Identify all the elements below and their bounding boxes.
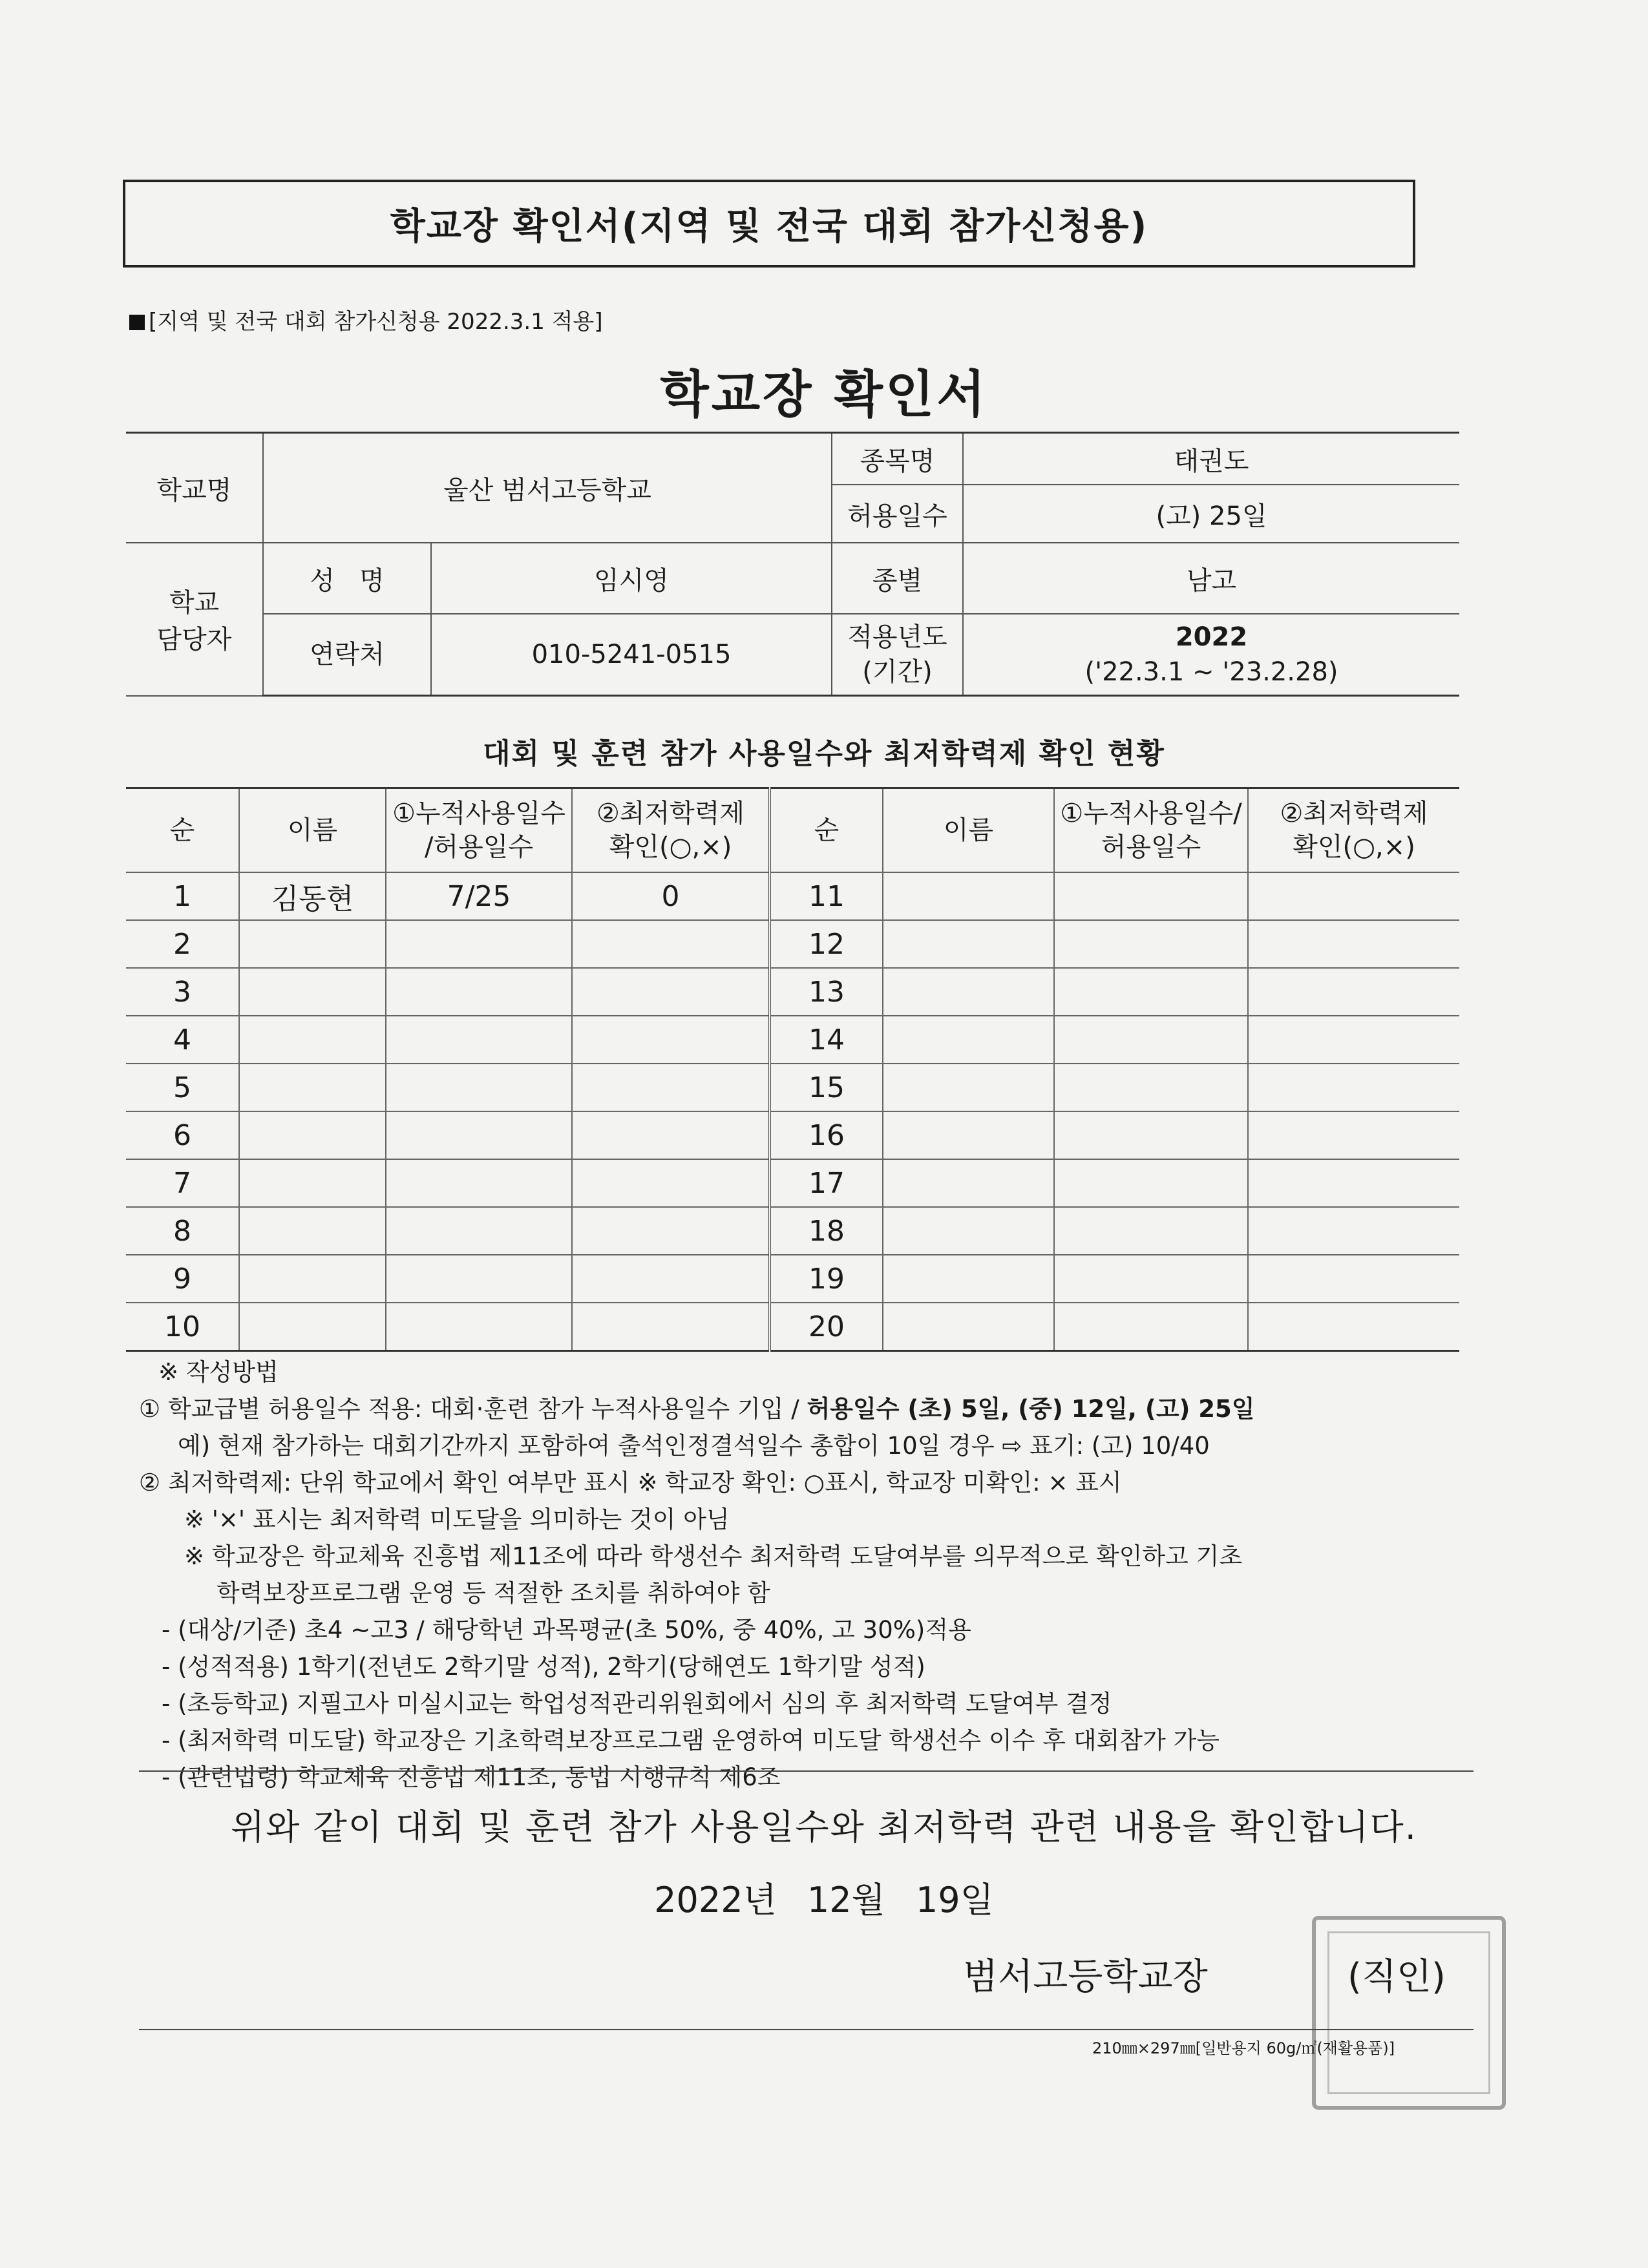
note-1-example: 예) 현재 참가하는 대회기간까지 포함하여 출석인정결석일수 총합이 10일 경우 ⇨ 표기: (고) 10/40 xyxy=(178,1432,1210,1460)
cell-no-left: 2 xyxy=(126,920,239,968)
cell-check-right xyxy=(1248,1159,1459,1207)
cell-check-right xyxy=(1248,1207,1459,1255)
cell-name-left xyxy=(239,1207,386,1255)
cell-no-left: 8 xyxy=(126,1207,239,1255)
cell-no-right: 14 xyxy=(770,1016,883,1064)
cell-no-right: 17 xyxy=(770,1159,883,1207)
col-header-days-line1: ①누적사용일수 xyxy=(392,799,565,828)
note-1 xyxy=(139,1391,1255,1427)
col-header-no: 순 xyxy=(126,788,239,873)
col-header-minimum-right-line2: 확인(○,×) xyxy=(1293,832,1415,862)
cell-name-left xyxy=(239,920,386,968)
detail-3: - (초등학교) 지필고사 미실시교는 학업성적관리위원회에서 심의 후 최저학력 도달여부 결정 xyxy=(162,1690,1112,1717)
cell-check-left xyxy=(572,968,770,1016)
confirmation-statement: 위와 같이 대회 및 훈련 참가 사용일수와 최저학력 관련 내용을 확인합니다. xyxy=(231,1807,1417,1847)
cell-no-left: 3 xyxy=(126,968,239,1016)
cell-check-left xyxy=(572,1111,770,1159)
cell-check-right xyxy=(1248,1064,1459,1111)
school-info-table xyxy=(126,432,1459,697)
cell-check-left xyxy=(572,1016,770,1064)
manager-label-line1: 학교 xyxy=(169,588,220,618)
cell-check-right xyxy=(1248,1016,1459,1064)
contact-value: 010-5241-0515 xyxy=(431,614,832,696)
detail-2: - (성적적용) 1학기(전년도 2학기말 성적), 2학기(당해연도 1학기말 성적) xyxy=(162,1653,925,1681)
header-title-box xyxy=(123,180,1415,268)
cell-check-right xyxy=(1248,968,1459,1016)
footer-divider xyxy=(139,2029,1474,2030)
subtitle-text: [지역 및 전국 대회 참가신청용 2022.3.1 적용] xyxy=(149,309,603,335)
detail-1: - (대상/기준) 초4 ~고3 / 해당학년 과목평균(초 50%, 중 40%, 고 30%)적용 xyxy=(162,1616,971,1644)
cell-days-left xyxy=(386,968,572,1016)
cell-name-right xyxy=(883,872,1054,920)
note-1-text: ① 학교급별 허용일수 적용: 대회·훈련 참가 누적사용일수 기입 / xyxy=(139,1395,807,1423)
cell-days-left xyxy=(386,920,572,968)
cell-days-left xyxy=(386,1064,572,1111)
cell-days-right xyxy=(1054,920,1248,968)
cell-days-left xyxy=(386,1207,572,1255)
section-title: 대회 및 훈련 참가 사용일수와 최저학력제 확인 현황 xyxy=(483,737,1165,770)
col-header-minimum-line2: 확인(○,×) xyxy=(609,832,732,862)
header-title: 학교장 확인서(지역 및 전국 대회 참가신청용) xyxy=(390,205,1148,247)
table-row xyxy=(126,1207,1459,1255)
manager-name-label-text: 성 명 xyxy=(310,565,385,596)
cell-no-left: 7 xyxy=(126,1159,239,1207)
cell-days-right xyxy=(1054,1111,1248,1159)
cell-days-left: 7/25 xyxy=(386,872,572,920)
table-row xyxy=(126,872,1459,920)
year-value-cell xyxy=(963,614,1459,696)
cell-no-left: 9 xyxy=(126,1255,239,1303)
cell-days-right xyxy=(1054,872,1248,920)
cell-days-right xyxy=(1054,1159,1248,1207)
col-header-name: 이름 xyxy=(239,788,386,873)
cell-no-left: 1 xyxy=(126,872,239,920)
sport-label: 종목명 xyxy=(832,433,963,485)
col-header-minimum xyxy=(572,788,770,873)
manager-label-line2: 담당자 xyxy=(156,625,232,655)
notes-divider xyxy=(139,1770,1474,1772)
cell-check-left xyxy=(572,920,770,968)
instructions-title: ※ 작성방법 xyxy=(158,1358,279,1386)
cell-days-left xyxy=(386,1303,572,1351)
cell-no-right: 20 xyxy=(770,1303,883,1351)
seal-label: (직인) xyxy=(1347,1956,1446,1998)
cell-name-left xyxy=(239,1159,386,1207)
cell-check-right xyxy=(1248,872,1459,920)
cell-days-right xyxy=(1054,1016,1248,1064)
cell-check-left xyxy=(572,1303,770,1351)
cell-name-right xyxy=(883,1064,1054,1111)
cell-no-right: 13 xyxy=(770,968,883,1016)
confirmation-date: 2022년 12월 19일 xyxy=(654,1880,994,1920)
cell-days-right xyxy=(1054,1207,1248,1255)
cell-name-left xyxy=(239,1064,386,1111)
cell-days-right xyxy=(1054,1303,1248,1351)
gender-label: 종별 xyxy=(832,543,963,614)
table-row xyxy=(126,920,1459,968)
cell-name-left xyxy=(239,1111,386,1159)
cell-days-right xyxy=(1054,1064,1248,1111)
col-header-no-right: 순 xyxy=(770,788,883,873)
cell-no-left: 6 xyxy=(126,1111,239,1159)
sport-value: 태권도 xyxy=(963,433,1459,485)
cell-no-left: 5 xyxy=(126,1064,239,1111)
table-row xyxy=(126,1159,1459,1207)
cell-no-right: 18 xyxy=(770,1207,883,1255)
table-row xyxy=(126,1064,1459,1111)
cell-days-left xyxy=(386,1111,572,1159)
year-value: 2022 xyxy=(1175,622,1248,652)
school-name-label: 학교명 xyxy=(126,433,263,543)
cell-check-right xyxy=(1248,1111,1459,1159)
note-2-b-line1: ※ 학교장은 학교체육 진흥법 제11조에 따라 학생선수 최저학력 도달여부를 의무적으로 확인하고 기초 xyxy=(184,1542,1243,1570)
year-label-line1: 적용년도 xyxy=(847,622,947,652)
col-header-days-right xyxy=(1054,788,1248,873)
table-row xyxy=(126,968,1459,1016)
cell-name-right xyxy=(883,1159,1054,1207)
cell-name-left xyxy=(239,1303,386,1351)
col-header-days-right-line2: 허용일수 xyxy=(1101,832,1201,862)
note-1-bold: 허용일수 (초) 5일, (중) 12일, (고) 25일 xyxy=(807,1395,1255,1423)
cell-check-left xyxy=(572,1207,770,1255)
cell-no-right: 12 xyxy=(770,920,883,968)
year-period: ('22.3.1 ~ '23.2.28) xyxy=(1084,657,1338,687)
cell-check-right xyxy=(1248,920,1459,968)
cell-name-right xyxy=(883,920,1054,968)
cell-no-right: 11 xyxy=(770,872,883,920)
detail-5: - (관련법령) 학교체육 진흥법 제11조, 동법 시행규칙 제6조 xyxy=(162,1763,781,1791)
manager-name-value: 임시영 xyxy=(431,543,832,614)
cell-no-right: 19 xyxy=(770,1255,883,1303)
col-header-name-right: 이름 xyxy=(883,788,1054,873)
cell-check-left xyxy=(572,1064,770,1111)
table-row xyxy=(126,1016,1459,1064)
col-header-days xyxy=(386,788,572,873)
cell-name-left xyxy=(239,968,386,1016)
note-2-a: ※ '×' 표시는 최저학력 미도달을 의미하는 것이 아님 xyxy=(184,1506,730,1533)
cell-name-left xyxy=(239,1016,386,1064)
table-row xyxy=(126,1255,1459,1303)
instructions xyxy=(139,1354,1255,1796)
col-header-days-line2: /허용일수 xyxy=(424,832,534,862)
manager-name-label xyxy=(263,543,431,614)
note-2-b-line2: 학력보장프로그램 운영 등 적절한 조치를 취하여야 함 xyxy=(217,1579,770,1607)
year-label-line2: (기간) xyxy=(862,657,933,687)
cell-days-left xyxy=(386,1159,572,1207)
participation-table xyxy=(126,787,1459,1352)
cell-no-left: 4 xyxy=(126,1016,239,1064)
cell-check-right xyxy=(1248,1255,1459,1303)
cell-name-right xyxy=(883,1255,1054,1303)
official-seal-stamp xyxy=(1312,1916,1506,2110)
cell-name-left xyxy=(239,1255,386,1303)
detail-4: - (최저학력 미도달) 학교장은 기초학력보장프로그램 운영하여 미도달 학생선수 이수 후 대회참가 가능 xyxy=(162,1727,1220,1754)
cell-name-right xyxy=(883,968,1054,1016)
note-2: ② 최저학력제: 단위 학교에서 확인 여부만 표시 ※ 학교장 확인: ○표시, 학교장 미확인: × 표시 xyxy=(139,1469,1122,1496)
allowed-days-label: 허용일수 xyxy=(832,485,963,543)
table-row xyxy=(126,1303,1459,1351)
document-title: 학교장 확인서 xyxy=(660,366,988,424)
cell-no-right: 15 xyxy=(770,1064,883,1111)
cell-check-left xyxy=(572,1255,770,1303)
cell-name-right xyxy=(883,1207,1054,1255)
gender-value: 남고 xyxy=(963,543,1459,614)
cell-name-right xyxy=(883,1303,1054,1351)
form-subtitle xyxy=(129,304,603,335)
cell-check-left xyxy=(572,1159,770,1207)
table-row xyxy=(126,1111,1459,1159)
cell-name-right xyxy=(883,1016,1054,1064)
col-header-minimum-right xyxy=(1248,788,1459,873)
square-bullet-icon xyxy=(129,315,145,330)
year-label xyxy=(832,614,963,696)
col-header-days-right-line1: ①누적사용일수/ xyxy=(1060,799,1242,828)
cell-check-left: 0 xyxy=(572,872,770,920)
col-header-minimum-right-line1: ②최저학력제 xyxy=(1280,799,1428,828)
cell-no-right: 16 xyxy=(770,1111,883,1159)
table-header-row xyxy=(126,788,1459,873)
cell-days-left xyxy=(386,1016,572,1064)
cell-days-right xyxy=(1054,1255,1248,1303)
cell-no-left: 10 xyxy=(126,1303,239,1351)
principal-name: 범서고등학교장 xyxy=(963,1956,1208,1998)
school-name-value: 울산 범서고등학교 xyxy=(263,433,832,543)
allowed-days-value: (고) 25일 xyxy=(963,485,1459,543)
cell-days-right xyxy=(1054,968,1248,1016)
cell-check-right xyxy=(1248,1303,1459,1351)
cell-days-left xyxy=(386,1255,572,1303)
manager-label xyxy=(126,543,263,696)
paper-spec: 210㎜×297㎜[일반용지 60g/㎡(재활용품)] xyxy=(1092,2039,1395,2057)
cell-name-right xyxy=(883,1111,1054,1159)
cell-name-left: 김동현 xyxy=(239,872,386,920)
col-header-minimum-line1: ②최저학력제 xyxy=(596,799,745,828)
contact-label: 연락처 xyxy=(263,614,431,696)
